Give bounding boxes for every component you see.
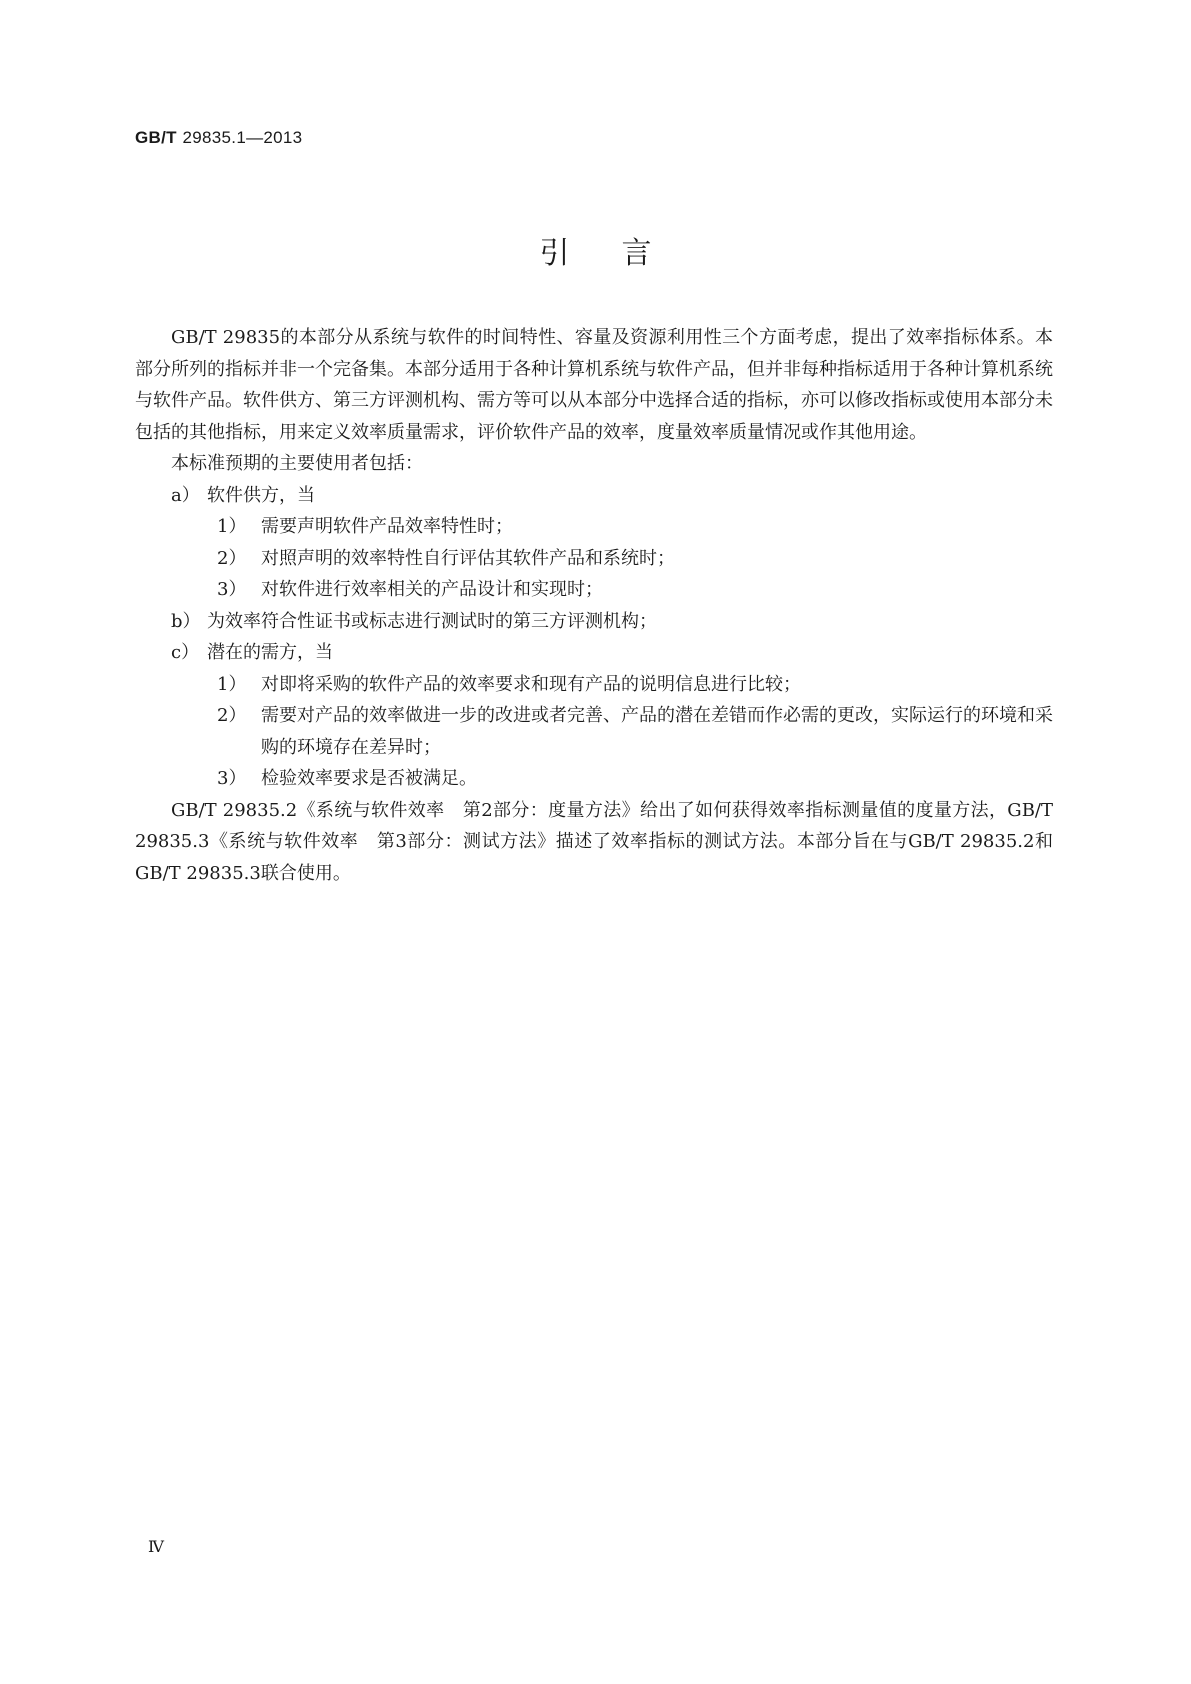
intro-paragraph: GB/T 29835的本部分从系统与软件的时间特性、容量及资源利用性三个方面考虑，提出了效率指标体系。本部分所列的指标并非一个完备集。本部分适用于各种计算机系统与软件产品，但并非每种指标适用于各种计算机系统与软件产品。软件供方、第三方评测机构、需方等可以从本部分中选择合适的指标，亦可以修改指标或使用本部分未包括的其他指标，用来定义效率质量需求，评价软件产品的效率，度量效率质量情况或作其他用途。 <box>135 327 1053 443</box>
standard-prefix: GB/T <box>135 128 177 147</box>
list-item-text: 软件供方，当 <box>207 484 315 506</box>
list-item-text: 为效率符合性证书或标志进行测试时的第三方评测机构； <box>207 610 657 632</box>
list-marker: 3） <box>217 579 247 600</box>
closing-paragraph: GB/T 29835.2《系统与软件效率 第2部分：度量方法》给出了如何获得效率指标测量值的度量方法，GB/T 29835.3《系统与软件效率 第3部分：测试方法》描述了效率指标的测试方法。本部分旨在与GB/T 29835.2和GB/T 29835.3联合使用。 <box>135 799 1053 884</box>
page-number: Ⅳ <box>148 1537 164 1556</box>
list-item-c <box>135 637 1053 669</box>
list-item-a-3 <box>135 574 1053 606</box>
list-item-a <box>135 480 1053 512</box>
list-item-c-3 <box>135 763 1053 795</box>
list-item-text: 潜在的需方，当 <box>207 642 333 663</box>
standard-number: 29835.1—2013 <box>182 128 303 147</box>
list-marker: c） <box>171 642 200 663</box>
list-item-a-2 <box>135 543 1053 575</box>
list-item-text: 对照声明的效率特性自行评估其软件产品和系统时； <box>261 547 675 569</box>
users-intro-paragraph: 本标准预期的主要使用者包括： <box>171 453 423 474</box>
document-body <box>135 322 1053 889</box>
list-marker: b） <box>171 610 201 632</box>
list-marker: a） <box>171 484 200 506</box>
list-marker: 2） <box>217 547 247 569</box>
document-header-code <box>135 128 302 148</box>
list-item-c-1 <box>135 669 1053 701</box>
page-title: 引言 <box>539 236 704 271</box>
list-marker: 3） <box>217 768 247 789</box>
list-marker: 2） <box>217 705 247 726</box>
list-item-text: 检验效率要求是否被满足。 <box>261 768 477 789</box>
list-item-b <box>135 606 1053 638</box>
list-item-text: 对即将采购的软件产品的效率要求和现有产品的说明信息进行比较； <box>261 673 801 695</box>
list-item-text: 对软件进行效率相关的产品设计和实现时； <box>261 579 603 600</box>
list-item-c-2 <box>135 700 1053 763</box>
list-item-text: 需要对产品的效率做进一步的改进或者完善、产品的潜在差错而作必需的更改，实际运行的环境和采购的环境存在差异时； <box>261 705 1053 758</box>
list-item-text: 需要声明软件产品效率特性时； <box>261 516 513 537</box>
list-item-a-1 <box>135 511 1053 543</box>
list-marker: 1） <box>217 516 247 537</box>
list-marker: 1） <box>217 673 247 695</box>
